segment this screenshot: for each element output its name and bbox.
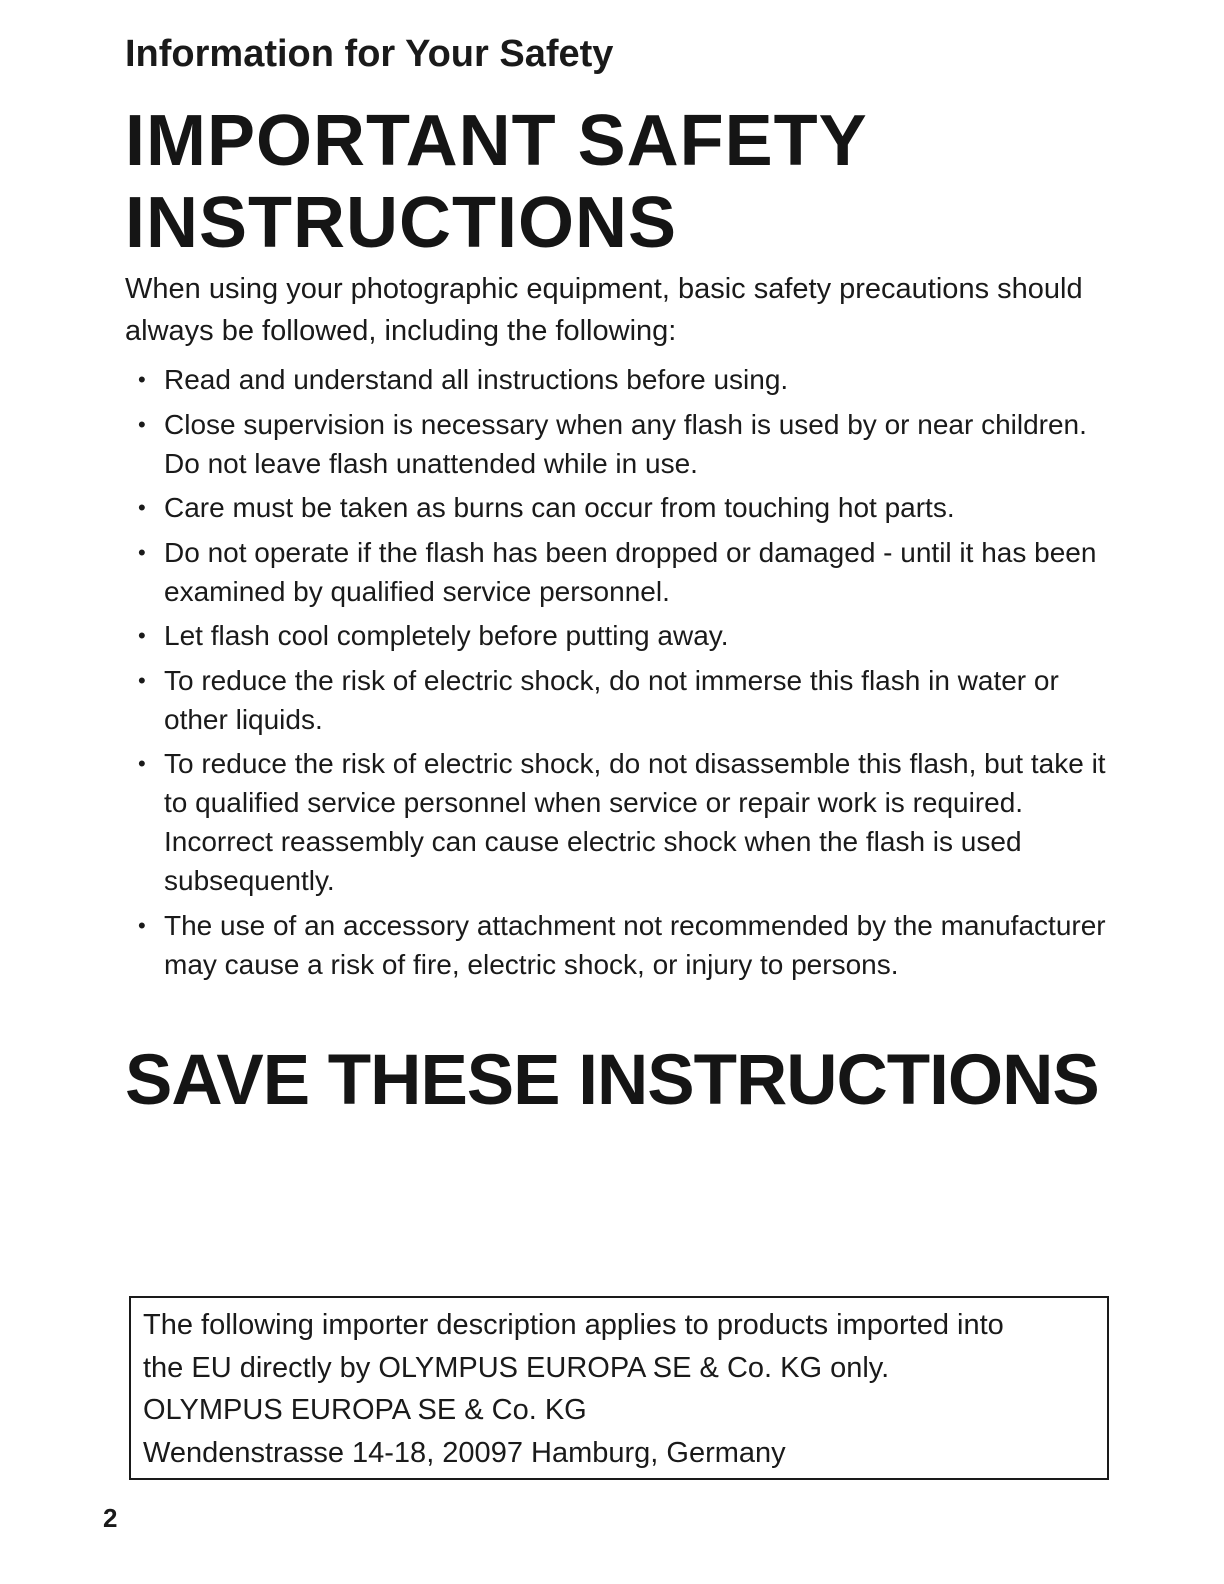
bullet-icon: • — [138, 539, 146, 565]
bullet-icon: • — [138, 751, 146, 776]
importer-company: OLYMPUS EUROPA SE & Co. KG — [143, 1394, 587, 1426]
page-title-line-2: INSTRUCTIONS — [125, 183, 677, 263]
bullet-icon: • — [138, 411, 146, 437]
importer-line-2: the EU directly by OLYMPUS EUROPA SE & Co. KG only. — [143, 1351, 890, 1384]
importer-line-1: The following importer description applies to products imported into — [143, 1309, 1004, 1341]
list-item-text: Care must be taken as burns can occur from touching hot parts. — [164, 492, 955, 523]
list-item-text: Let flash cool completely before putting away. — [164, 620, 729, 651]
page-title — [125, 100, 868, 264]
list-item-text: To reduce the risk of electric shock, do not disassemble this flash, but take it to qualified service personnel when service or repair work is required. Incorrect reassembly can cause electric shock when the flash is used subsequently. — [164, 748, 1106, 896]
bullet-icon: • — [138, 367, 146, 392]
intro-paragraph: When using your photographic equipment, basic safety precautions should always be followed, including the following: — [125, 273, 1083, 347]
list-item-text: Read and understand all instructions before using. — [164, 364, 789, 395]
list-item-text: To reduce the risk of electric shock, do not immerse this flash in water or other liquids. — [164, 664, 1059, 735]
list-item — [125, 533, 1120, 611]
list-item — [125, 360, 1120, 399]
list-item-text: Close supervision is necessary when any flash is used by or near children. Do not leave flash unattended while in use. — [164, 408, 1087, 479]
list-item-text: The use of an accessory attachment not recommended by the manufacturer may cause a risk of fire, electric shock, or injury to persons. — [164, 909, 1106, 980]
page-title-line-1: IMPORTANT SAFETY — [125, 101, 868, 181]
bullet-icon: • — [138, 912, 146, 938]
list-item-text: Do not operate if the flash has been dropped or damaged - until it has been examined by qualified service personnel. — [164, 536, 1097, 607]
list-item — [125, 616, 1120, 655]
list-item — [125, 744, 1120, 900]
bullet-icon: • — [138, 623, 146, 648]
section-title: Information for Your Safety — [125, 33, 614, 75]
list-item — [125, 906, 1120, 984]
page-number: 2 — [103, 1503, 118, 1533]
list-item — [125, 405, 1120, 483]
importer-info-box — [129, 1296, 1109, 1480]
bullet-icon: • — [138, 495, 146, 520]
importer-address: Wendenstrasse 14-18, 20097 Hamburg, Germany — [143, 1436, 786, 1469]
list-item — [125, 661, 1120, 739]
save-instructions-heading: SAVE THESE INSTRUCTIONS — [125, 1041, 1099, 1120]
safety-precautions-list — [125, 360, 1120, 989]
list-item — [125, 488, 1120, 527]
bullet-icon: • — [138, 667, 146, 693]
